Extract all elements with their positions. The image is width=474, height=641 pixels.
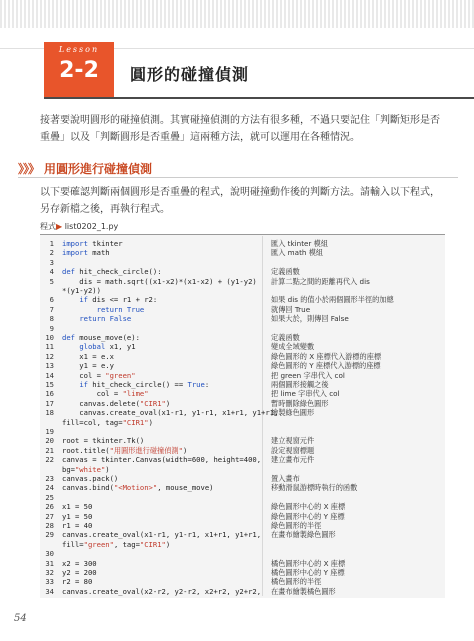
chapter-title: 圓形的碰撞偵測 [130, 65, 250, 84]
code-comment: 移動滑鼠游標時執行的函數 [271, 483, 358, 493]
code-text: y1 = 50 [62, 511, 93, 521]
page-number: 54 [14, 613, 27, 624]
code-text: return False [79, 314, 132, 324]
section-heading [18, 160, 152, 177]
code-text: x1 = 50 [62, 502, 93, 512]
line-number: 14 [45, 370, 54, 380]
code-comment: 橘色圓形中心的 X 座標 [271, 558, 346, 568]
code-text: import math [62, 248, 110, 258]
code-comment: 橘色圓形的半徑 [271, 577, 322, 587]
section-arrows-icon: 》》》 [18, 162, 40, 176]
code-comment: 變成全域變數 [271, 342, 315, 352]
line-number: 33 [45, 577, 54, 587]
listing-arrow-icon: ▶ [56, 222, 63, 231]
line-number: 15 [45, 380, 54, 389]
line-number: 21 [45, 445, 54, 455]
code-text: canvas.pack() [62, 474, 119, 483]
section-title: 用圓形進行碰撞偵測 [44, 162, 153, 176]
code-text: canvas.create_oval(x2-r2, y2-r2, x2+r2, y2+r2, [62, 586, 262, 596]
line-number: 2 [49, 248, 54, 258]
line-number: 12 [45, 351, 54, 361]
code-comment: 如果大於，則傳回 False [271, 314, 349, 324]
code-text: def hit_check_circle(): [62, 267, 162, 277]
code-text: col = "lime" [62, 389, 149, 399]
line-number: 29 [45, 530, 54, 540]
code-comment: 匯入 math 模組 [271, 248, 324, 258]
header-pattern [0, 0, 474, 28]
line-number: 18 [45, 408, 54, 418]
code-comment: 綠色圓形的 Y 座標代入游標的座標 [271, 361, 381, 371]
code-line [40, 587, 445, 597]
code-comment: 在畫布繪製橘色圓形 [271, 586, 336, 596]
line-number: 4 [49, 267, 54, 277]
title-underline [44, 97, 474, 99]
code-comment: 計算二點之間的距離再代入 dis [271, 276, 370, 286]
line-number: 8 [49, 314, 54, 324]
code-text: r1 = 40 [62, 521, 93, 530]
code-text: if hit_check_circle() == True: [79, 380, 210, 389]
line-number: 32 [45, 568, 54, 577]
code-text: canvas.bind("<Motion>", mouse_move) [62, 483, 214, 493]
code-comment: 繪製綠色圓形 [271, 408, 315, 418]
code-comment: 橘色圓形中心的 Y 座標 [271, 568, 345, 577]
code-text: r2 = 80 [62, 577, 93, 587]
section-divider [18, 177, 458, 178]
line-number: 16 [45, 389, 54, 399]
line-number: 23 [45, 474, 54, 483]
code-text: canvas.create_oval(x1-r1, y1-r1, x1+r1, y1+r1, [62, 530, 262, 540]
code-text: return True [96, 304, 145, 314]
line-number: 3 [49, 257, 54, 267]
line-number: 26 [45, 502, 54, 512]
code-comment: 綠色圓形的 X 座標代入游標的座標 [271, 351, 382, 361]
code-comment: 兩個圓形接觸之後 [271, 380, 329, 389]
line-number: 19 [45, 427, 54, 436]
line-number: 20 [45, 436, 54, 446]
code-text: canvas.create_oval(x1-r1, y1-r1, x1+r1, y1+r1, [62, 408, 279, 418]
code-text: *(y1-y2)) [62, 286, 101, 295]
code-text: fill="green", tag="CIR1") [62, 539, 171, 549]
code-comment: 把 lime 字串代入 col [271, 389, 340, 399]
line-number: 11 [45, 342, 54, 352]
code-comment: 暫時刪除綠色圓形 [271, 398, 329, 408]
code-text: fill=col, tag="CIR1") [62, 417, 153, 427]
line-number: 1 [49, 239, 54, 248]
lesson-badge [44, 42, 114, 98]
listing-label [40, 221, 118, 232]
code-text: col = "green" [62, 370, 136, 380]
line-number: 34 [45, 586, 54, 596]
code-comment: 定義函數 [271, 333, 300, 342]
code-comment: 置入畫布 [271, 474, 300, 483]
code-text: y2 = 200 [62, 568, 97, 577]
lesson-number: 2-2 [59, 58, 99, 83]
code-comment: 綠色圓形中心的 X 座標 [271, 502, 346, 512]
line-number: 17 [45, 398, 54, 408]
code-comment: 設定視窗標題 [271, 445, 315, 455]
line-number: 22 [45, 455, 54, 465]
line-number: 27 [45, 511, 54, 521]
line-number: 9 [49, 323, 54, 333]
code-text: root = tkinter.Tk() [62, 436, 145, 446]
line-number: 10 [45, 333, 54, 342]
code-text: canvas = tkinter.Canvas(width=600, height=400, [62, 455, 262, 465]
line-number: 30 [45, 549, 54, 559]
code-text: import tkinter [62, 239, 123, 248]
line-number: 7 [49, 304, 54, 314]
code-comment: 建立視窗元件 [271, 436, 315, 446]
code-text: canvas.delete("CIR1") [62, 398, 171, 408]
line-number: 13 [45, 361, 54, 371]
code-comment: 綠色圓形的半徑 [271, 521, 322, 530]
line-number: 5 [49, 276, 54, 286]
line-number: 31 [45, 558, 54, 568]
code-listing-border [40, 234, 445, 235]
section-paragraph: 以下要確認判斷兩個圓形是否重疊的程式，說明碰撞動作後的判斷方法。請輸入以下程式，另存新檔之後，再執行程式。 [40, 187, 440, 215]
code-text: global x1, y1 [79, 342, 136, 352]
listing-prefix: 程式 [40, 222, 56, 231]
code-text: x1 = e.x [62, 351, 114, 361]
code-comment: 在畫布繪製綠色圓形 [271, 530, 336, 540]
listing-filename: list0202_1.py [64, 222, 119, 231]
code-comment: 如果 dis 的值小於兩個圓形半徑的加總 [271, 295, 394, 305]
code-text: x2 = 300 [62, 558, 97, 568]
code-comment: 把 green 字串代入 col [271, 370, 345, 380]
intro-paragraph: 接著要說明圓形的碰撞偵測。其實碰撞偵測的方法有很多種，不過只要記住「判斷矩形是否重疊」以及「判斷圓形是否重疊」這兩種方法，就可以運用在各種情況。 [40, 115, 440, 143]
code-text: y1 = e.y [62, 361, 114, 371]
lesson-word: Lesson [58, 45, 100, 54]
code-comment: 匯入 tkinter 模組 [271, 239, 329, 248]
code-comment: 建立畫布元件 [271, 455, 315, 465]
code-comment: 定義函數 [271, 267, 300, 277]
code-text: bg="white") [62, 464, 110, 474]
line-number: 25 [45, 492, 54, 502]
code-text: if dis <= r1 + r2: [79, 295, 158, 305]
code-text: root.title("用圓形進行碰撞偵測") [62, 445, 188, 455]
code-comment: 就傳回 True [271, 304, 311, 314]
line-number: 24 [45, 483, 54, 493]
line-number: 28 [45, 521, 54, 530]
code-comment: 綠色圓形中心的 Y 座標 [271, 511, 345, 521]
code-text: dis = math.sqrt((x1-x2)*(x1-x2) + (y1-y2) [62, 276, 257, 286]
line-number: 6 [49, 295, 54, 305]
code-text: def mouse_move(e): [62, 333, 140, 342]
